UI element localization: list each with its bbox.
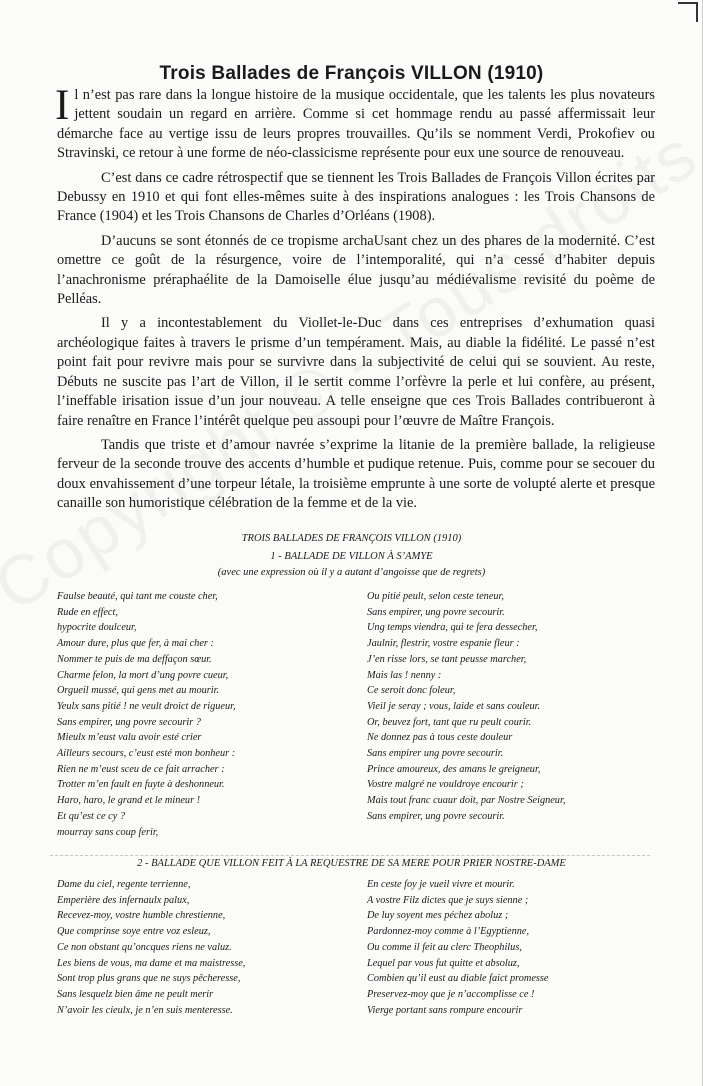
verse-line: Pardonnez-moy comme à l’Egyptienne, [367, 926, 530, 938]
verse-line: Ou comme il feit au clerc Theophilus, [367, 941, 522, 953]
verse-line: hypocrite doulceur, [57, 622, 137, 634]
verse-line: Recevez-moy, vostre humble chrestienne, [57, 910, 226, 922]
verse-line: Mieulx m’eust valu avoir esté crier [57, 732, 202, 744]
verse-line: Faulse beauté, qui tant me couste cher, [57, 591, 218, 602]
poems-heading: TROIS BALLADES DE FRANÇOIS VILLON (1910) [241, 533, 462, 544]
verse-line: Charme felon, la mort d’ung povre cueur, [57, 669, 229, 681]
verse-line: Emperière des infernaulx palux, [57, 894, 190, 906]
verse-line: Vieil je seray ; vous, laide et sans couleur. [367, 700, 541, 712]
essay-paragraph-3: D’aucuns se sont étonnés de ce tropisme archaUsant chez un des phares de la modernité. C’est omettre ce goût de la résurgence, voire de l’intemporalité, qui n’a cessé d’habiter depuis l’anachronisme préraphaélite de la Damoiselle élue jusqu’au médiévalisme revisité du poème de Pelléas. [57, 232, 655, 308]
verse-line: N’avoir les cieulx, je n’en suis menteresse. [57, 1004, 233, 1016]
verse-line: Jaulnir, flestrir, vostre espanie fleur : [367, 638, 520, 650]
essay-paragraph-2: C’est dans ce cadre rétrospectif que se tiennent les Trois Ballades de François Villon écrites par Debussy en 1910 et qui font elles-mêmes suite à des inspirations analogues : les Trois Chansons de France (1904) et les Trois Chansons de Charles d’Orléans (1908). [57, 169, 655, 225]
ballade1-subheading: (avec une expression où il y a autant d’angoisse que de regrets) [217, 567, 486, 578]
verse-line: Mais tout franc cuaur doit, par Nostre Seigneur, [367, 795, 566, 807]
divider [50, 855, 650, 857]
page-title: Trois Ballades de François VILLON (1910) [159, 63, 544, 84]
verse-line: Dame du ciel, regente terrienne, [57, 879, 191, 890]
verse-line: Combien qu’il eust au diable faict promesse [367, 973, 549, 985]
verse-line: Amour dure, plus que fer, à mai cher : [57, 638, 214, 650]
ballade2-right-column [367, 877, 549, 1018]
ballade2-heading: 2 - BALLADE QUE VILLON FEIT À LA REQUESTRE DE SA MERE POUR PRIER NOSTRE-DAME [137, 858, 566, 869]
verse-line: Ce non obstant qu’oncques riens ne valuz. [57, 941, 232, 953]
verse-line: Que comprinse soye entre voz esleuz, [57, 926, 211, 938]
verse-line: Vierge portant sans rompure encourir [367, 1004, 523, 1016]
verse-line: Mais las ! nenny : [367, 669, 442, 681]
verse-line: Ung temps viendra, qui te fera dessecher, [367, 622, 538, 634]
verse-line: J’en risse lors, se tant peusse marcher, [367, 653, 527, 665]
verse-line: En ceste foy je vueil vivre et mourir. [367, 879, 515, 890]
verse-line: Ou pitié peult, selon ceste teneur, [367, 591, 504, 602]
verse-line: A vostre Filz dictes que je suys sienne ; [367, 894, 529, 906]
verse-line: Rien ne m’eust sceu de ce fait arracher : [57, 763, 225, 775]
verse-line: Sans empirer ung povre secourir. [367, 748, 504, 760]
verse-line: Les biens de vous, ma dame et ma maistresse, [57, 957, 246, 969]
verse-line: Prince amoureux, des amans le greigneur, [367, 763, 541, 775]
verse-line: Sont trop plus grans que ne suys pêcheresse, [57, 973, 241, 985]
ballade2-left-column [57, 877, 245, 1018]
verse-line: Sans lesquelz bien âme ne peult merir [57, 988, 214, 1000]
verse-line: mourray sans coup ferir, [57, 826, 159, 838]
verse-line: Lequel par vous fut quitte et absoluz, [367, 957, 520, 969]
verse-line: Trotter m’en fault en fuyte à deshonneur. [57, 779, 225, 791]
verse-line: Orgueil mussé, qui gens met au mourir. [57, 685, 220, 697]
essay-body [55, 82, 655, 519]
verse-line: Vostre malgré ne vouldroye encourir ; [367, 779, 524, 791]
verse-line: Sans empirer, ung povre secourir ? [57, 716, 201, 728]
verse-line: Sans empirer, ung povre secourir. [367, 810, 505, 822]
verse-line: Sans empirer, ung povre secourir. [367, 606, 505, 618]
ballade1-right-column [367, 589, 565, 825]
essay-paragraph-1: Il n’est pas rare dans la longue histoire de la musique occidentale, que les talents les plus novateurs jettent soudain un regard en arrière. Comme si cet hommage rendu au passé affermissait leur démarche face au vertige issu de leurs propres trouvailles. Qu’ils se nomment Verdi, Prokofiev ou Stravinski, ce retour à une forme de néo-classicisme représente pour eux une source de renouveau. [55, 82, 655, 162]
verse-line: Preservez-moy que je n’accomplisse ce ! [367, 988, 535, 1000]
verse-line: Rude en effect, [57, 606, 118, 618]
verse-line: Yeulx sans pitié ! ne veult droict de rigueur, [57, 700, 236, 712]
verse-line: Nommer te puis de ma deffaçon sœur. [57, 653, 212, 665]
drop-cap: I [55, 82, 70, 129]
essay-paragraph-4: Il y a incontestablement du Viollet-le-Duc dans ces entreprises d’exhumation quasi archéologique faites à travers le prisme d’un tempérament. Mais, au diable la fidélité. Le passé n’est point fait pour revivre mais pour se survivre dans la subjectivité de celui qui se souvient. Au reste, Débuts ne suscite pas l’art de Villon, il le sertit comme l’orfèvre la perle et lui confère, au présent, l’ineffable irisation issue d’un jour nouveau. A telle enseigne que ces Trois Ballades contribueront à faire renaître en France l’intérêt quelque peu assoupi pour l’œuvre de Maître François. [57, 315, 655, 429]
verse-line: De luy soyent mes péchez aboluz ; [367, 910, 509, 922]
verse-line: Ne donnez pas à tous ceste douleur [367, 732, 513, 744]
verse-line: Haro, haro, le grand et le mineur ! [57, 795, 201, 807]
crop-mark [678, 2, 698, 22]
verse-line: Et qu’est ce cy ? [57, 810, 126, 822]
verse-line: Ailleurs secours, c’eust esté mon bonheur : [57, 748, 236, 760]
verse-line: Ce seroit donc foleur, [367, 685, 456, 697]
verse-line: Or, beuvez fort, tant que ru peult courir. [367, 716, 532, 728]
ballade1-heading: 1 - BALLADE DE VILLON À S’AMYE [270, 551, 433, 562]
essay-paragraph-5: Tandis que triste et d’amour navrée s’exprime la litanie de la première ballade, la religieuse ferveur de la seconde trouve des accents d’humble et pudique retenue. Puis, comme pour se secouer du doux envahissement d’une torpeur létale, la troisième emprunte à une sorte de volupté alerte et presque canaille son humoristique célébration de la femme et de la vie. [57, 436, 655, 512]
ballade1-left-column [57, 589, 236, 840]
